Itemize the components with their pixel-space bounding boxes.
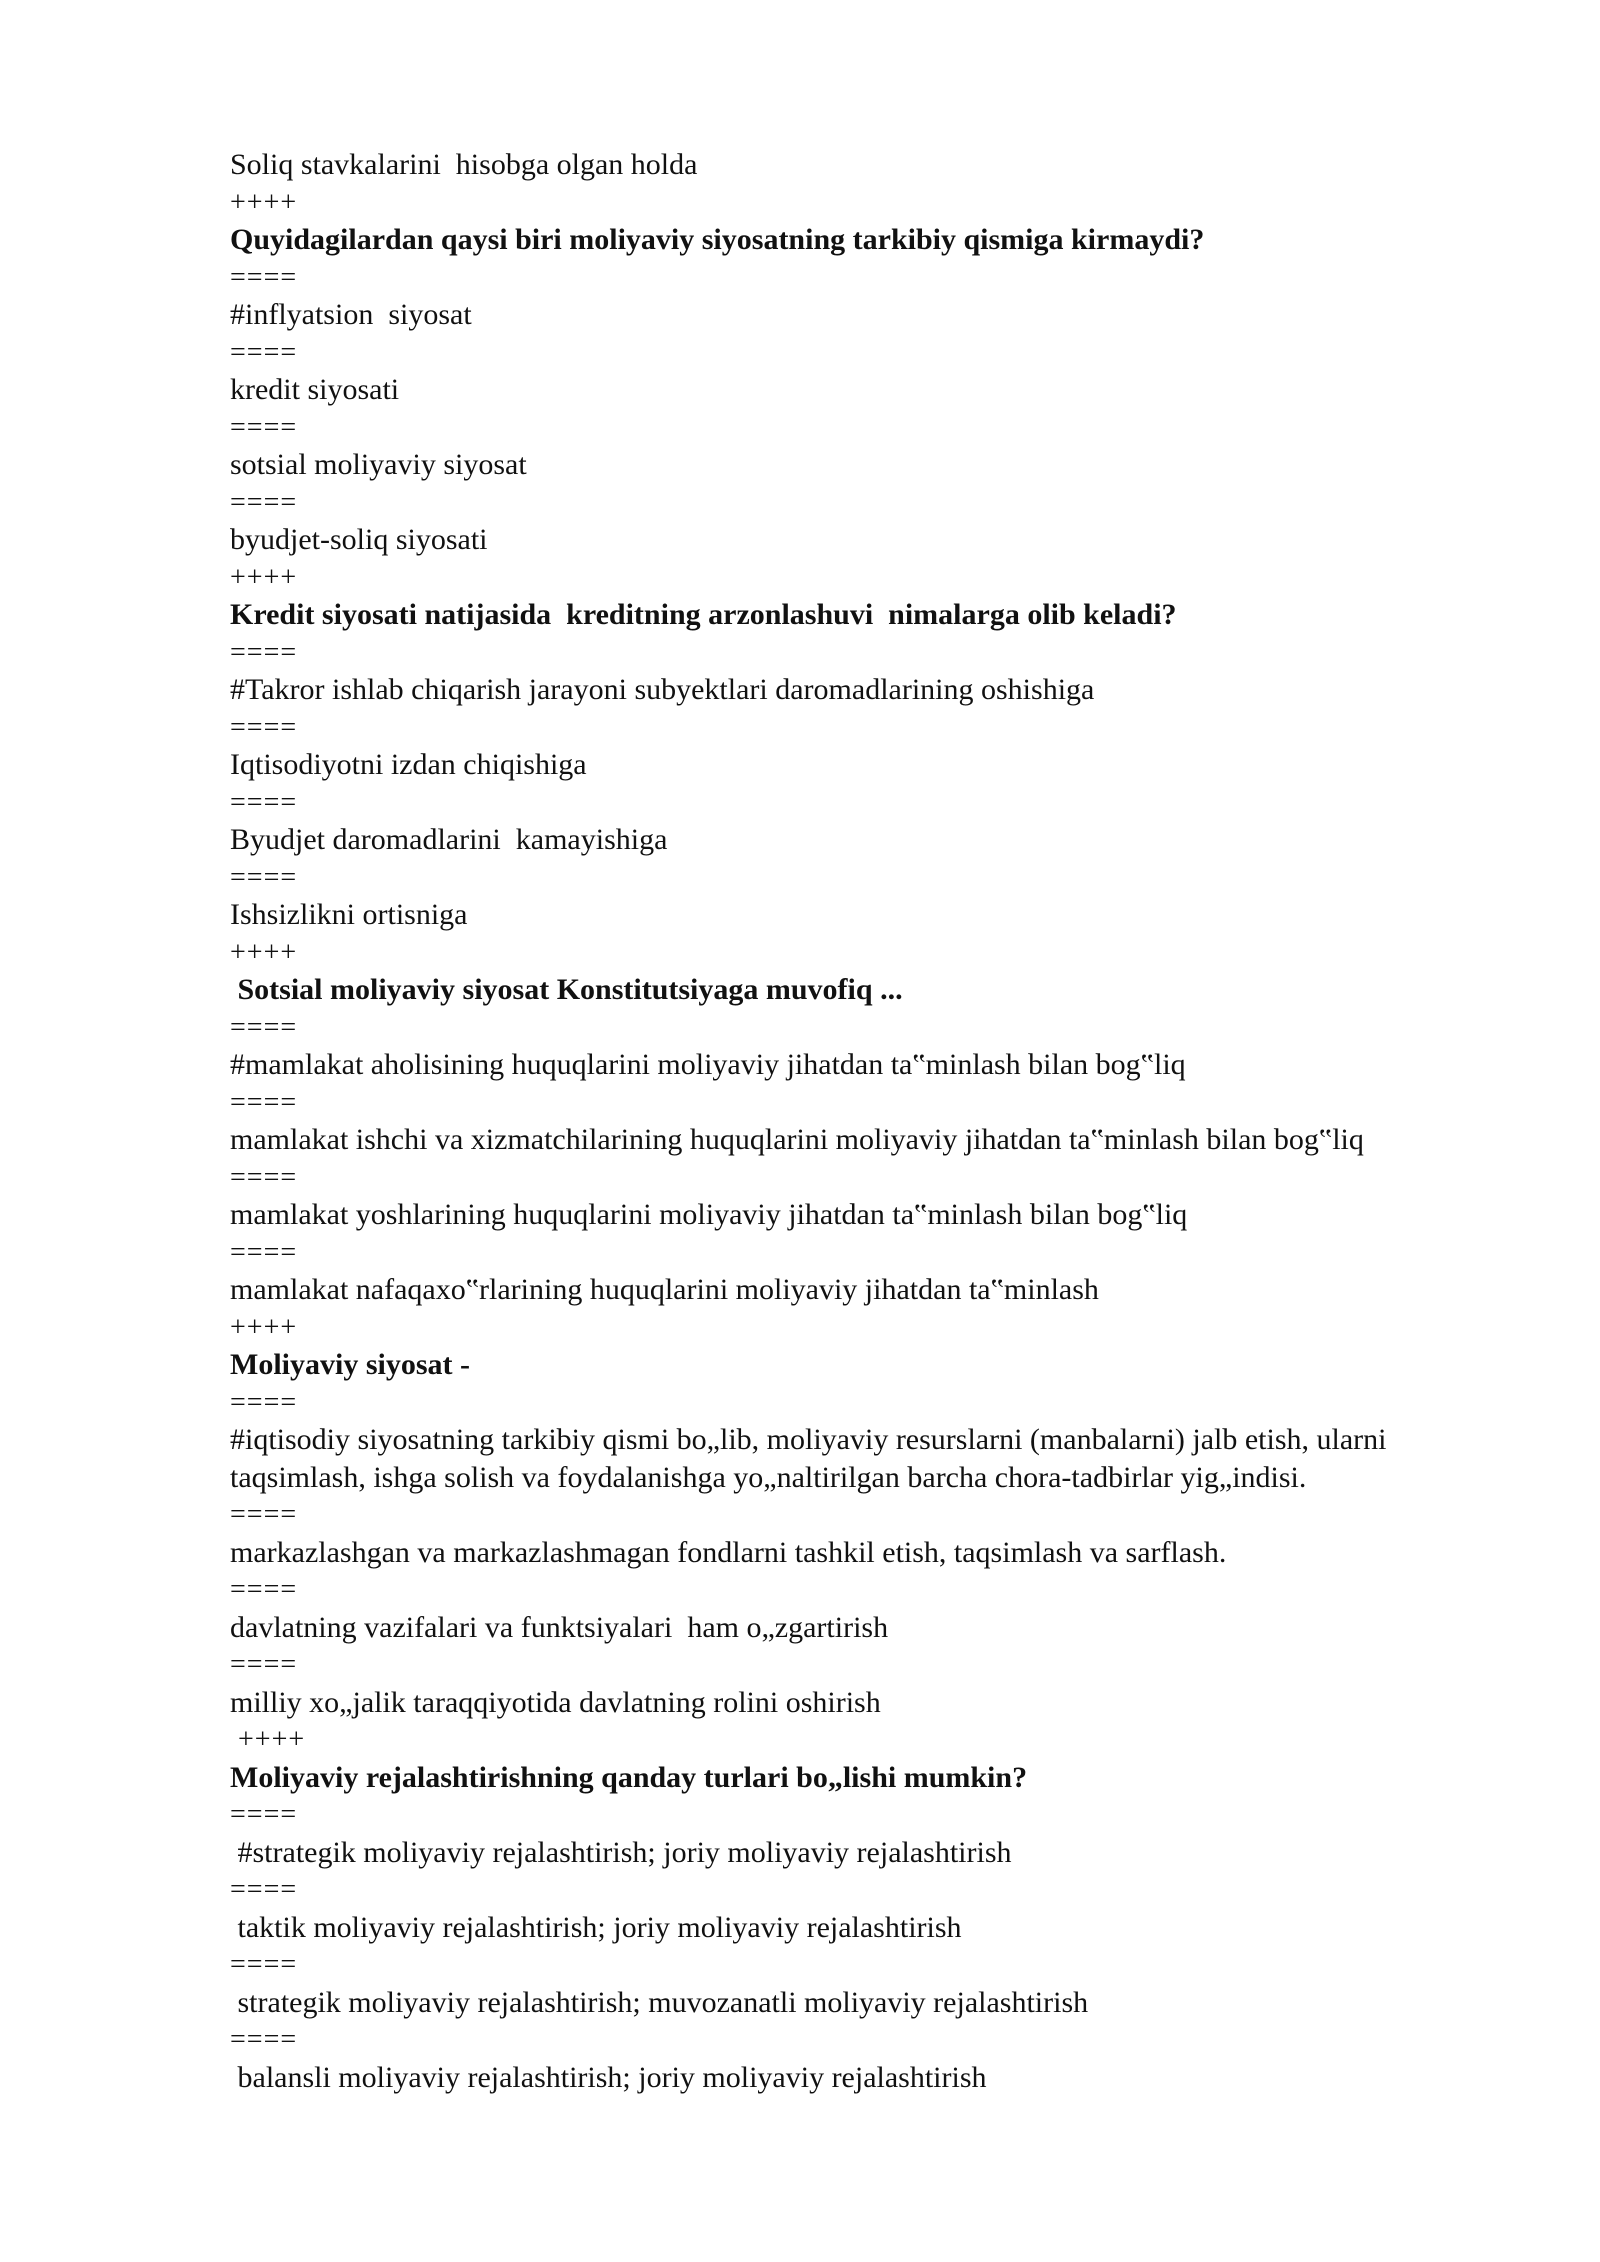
- answer-line: byudjet-soliq siyosati: [230, 523, 488, 556]
- answer-line: Iqtisodiyotni izdan chiqishiga: [230, 748, 587, 781]
- answer-line: #mamlakat aholisining huquqlarini moliyaviy jihatdan ta‟minlash bilan bog‟liq: [230, 1048, 1186, 1081]
- separator-line: ====: [230, 1086, 298, 1118]
- question-line: Moliyaviy siyosat -: [230, 1348, 470, 1381]
- answer-line: kredit siyosati: [230, 373, 400, 406]
- answer-line: balansli moliyaviy rejalashtirish; joriy moliyaviy rejalashtirish: [230, 2060, 987, 2094]
- separator-line: ++++: [230, 561, 298, 593]
- separator-line: ++++: [230, 1724, 306, 1755]
- answer-line: mamlakat yoshlarining huquqlarini moliyaviy jihatdan ta‟minlash bilan bog‟liq: [230, 1198, 1188, 1231]
- answer-line: sotsial moliyaviy siyosat: [230, 448, 527, 481]
- separator-line: ====: [230, 1874, 298, 1905]
- separator-line: ====: [230, 411, 298, 443]
- question-line: Kredit siyosati natijasida kreditning arzonlashuvi nimalarga olib keladi?: [230, 598, 1177, 631]
- separator-line: ++++: [230, 186, 298, 218]
- answer-line: #inflyatsion siyosat: [230, 298, 472, 331]
- separator-line: ====: [230, 1161, 298, 1193]
- separator-line: ====: [230, 1386, 298, 1418]
- separator-line: ====: [230, 1574, 298, 1605]
- separator-line: ====: [230, 486, 298, 518]
- separator-line: ====: [230, 786, 298, 818]
- answer-line: milliy xo„jalik taraqqiyotida davlatning rolini oshirish: [230, 1685, 881, 1719]
- answer-line: #iqtisodiy siyosatning tarkibiy qismi bo„lib, moliyaviy resurslarni (manbalarni) jalb etish, ularni: [230, 1423, 1387, 1456]
- separator-line: ====: [230, 1649, 298, 1680]
- answer-line: taqsimlash, ishga solish va foydalanishga yo„naltirilgan barcha chora-tadbirlar yig„indisi.: [230, 1460, 1307, 1494]
- separator-line: ++++: [230, 936, 298, 968]
- document-page: [230, 146, 1490, 2096]
- answer-line: Byudjet daromadlarini kamayishiga: [230, 823, 668, 856]
- answer-line: davlatning vazifalari va funktsiyalari ham o„zgartirish: [230, 1610, 889, 1644]
- answer-line: #strategik moliyaviy rejalashtirish; joriy moliyaviy rejalashtirish: [230, 1835, 1012, 1869]
- separator-line: ====: [230, 1499, 298, 1530]
- separator-line: ====: [230, 861, 298, 893]
- separator-line: ====: [230, 261, 298, 293]
- separator-line: ====: [230, 1011, 298, 1043]
- question-line: Sotsial moliyaviy siyosat Konstitutsiyaga muvofiq ...: [230, 973, 903, 1006]
- separator-line: ====: [230, 711, 298, 743]
- separator-line: ====: [230, 2024, 298, 2055]
- answer-line: taktik moliyaviy rejalashtirish; joriy moliyaviy rejalashtirish: [230, 1910, 962, 1944]
- separator-line: ====: [230, 1799, 298, 1830]
- answer-line: strategik moliyaviy rejalashtirish; muvozanatli moliyaviy rejalashtirish: [230, 1985, 1089, 2019]
- separator-line: ++++: [230, 1311, 298, 1343]
- separator-line: ====: [230, 1949, 298, 1980]
- answer-line: mamlakat ishchi va xizmatchilarining huquqlarini moliyaviy jihatdan ta‟minlash bilan bog‟liq: [230, 1123, 1364, 1156]
- separator-line: ====: [230, 336, 298, 368]
- answer-line: Soliq stavkalarini hisobga olgan holda: [230, 148, 698, 181]
- separator-line: ====: [230, 636, 298, 668]
- answer-line: Ishsizlikni ortisniga: [230, 898, 468, 931]
- answer-line: mamlakat nafaqaxo‟rlarining huquqlarini moliyaviy jihatdan ta‟minlash: [230, 1273, 1099, 1306]
- question-line: Moliyaviy rejalashtirishning qanday turlari bo„lishi mumkin?: [230, 1760, 1028, 1794]
- answer-line: markazlashgan va markazlashmagan fondlarni tashkil etish, taqsimlash va sarflash.: [230, 1535, 1227, 1569]
- separator-line: ====: [230, 1236, 298, 1268]
- answer-line: #Takror ishlab chiqarish jarayoni subyektlari daromadlarining oshishiga: [230, 673, 1095, 706]
- question-line: Quyidagilardan qaysi biri moliyaviy siyosatning tarkibiy qismiga kirmaydi?: [230, 223, 1205, 256]
